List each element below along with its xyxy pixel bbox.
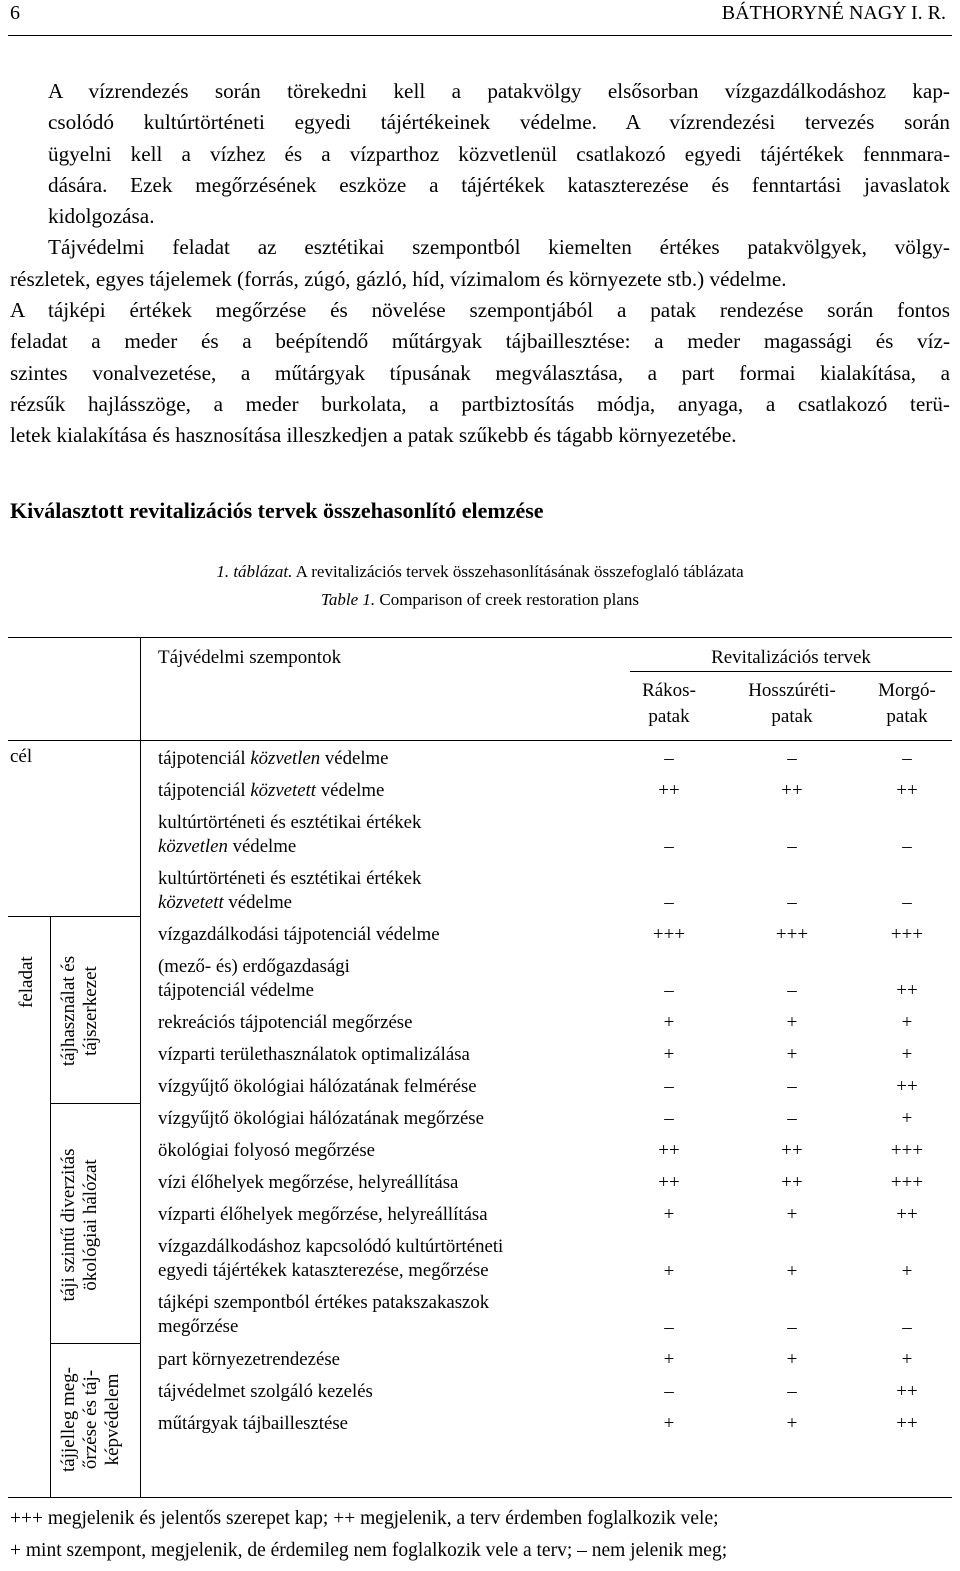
text-line: szintes vonalvezetése, a műtárgyak típusának megválasztása, a part formai kialakítása, a xyxy=(10,360,950,385)
cell-rakos: + xyxy=(663,1204,675,1225)
text-line: A tájképi értékek megőrzése és növelése szempontjából a patak rendezése során fontos xyxy=(10,298,950,323)
cell-hosszureti: – xyxy=(787,892,797,913)
plan-name-line: patak xyxy=(648,706,690,727)
cell-hosszureti: + xyxy=(786,1204,798,1225)
row-criterion: kultúrtörténeti és esztétikai értékek közvetlen védelme xyxy=(158,812,422,857)
cell-morgo: +++ xyxy=(890,1172,924,1193)
row-criterion: vízi élőhelyek megőrzése, helyreállítása xyxy=(158,1172,459,1193)
cell-rakos: – xyxy=(664,1076,674,1097)
cell-hosszureti: – xyxy=(787,1108,797,1129)
cell-rakos: + xyxy=(663,1261,675,1282)
cell-hosszureti: – xyxy=(787,748,797,769)
cell-rakos: – xyxy=(664,1108,674,1129)
cell-morgo: – xyxy=(902,748,912,769)
label-line: képvédelem xyxy=(102,1373,123,1466)
row-criterion: vízparti területhasználatok optimalizálása xyxy=(158,1044,470,1065)
subgroup-label-diverzitas xyxy=(58,1120,102,1330)
label-line: őrzése és táj- xyxy=(80,1369,101,1470)
plan-name-line: Rákos- xyxy=(642,680,696,701)
column-header-plans: Revitalizációs tervek xyxy=(711,647,871,668)
row-criterion: tájképi szempontból értékes patakszakaszok megőrzése xyxy=(158,1292,490,1337)
table-bottom-rule xyxy=(8,1497,952,1498)
text-line: kidolgozása. xyxy=(48,204,155,229)
label-line: tájhasználat és xyxy=(58,955,79,1067)
text-line: A vízrendezés során törekedni kell a patakvölgy elsősorban vízgazdálkodáshoz kap- xyxy=(48,79,950,103)
cell-hosszureti: + xyxy=(786,1012,798,1033)
row-criterion: vízgyűjtő ökológiai hálózatának felmérése xyxy=(158,1076,477,1097)
row-criterion: vízgyűjtő ökológiai hálózatának megőrzése xyxy=(158,1108,484,1129)
cell-rakos: + xyxy=(663,1349,675,1370)
cell-rakos: + xyxy=(663,1413,675,1434)
caption-label: Table 1. xyxy=(320,590,376,609)
subgroup-divider xyxy=(50,1103,140,1104)
text-line: feladat a meder és a beépítendő műtárgyak tájbaillesztése: a meder magassági és víz- xyxy=(10,329,950,354)
cell-morgo: + xyxy=(901,1044,913,1065)
cell-hosszureti: +++ xyxy=(775,924,809,945)
cell-hosszureti: ++ xyxy=(781,1172,803,1193)
cell-morgo: ++ xyxy=(896,1381,918,1402)
group-divider xyxy=(8,916,140,917)
text-line: dására. Ezek megőrzésének eszköze a tájértékek kataszterezése és fenntartási javaslatok xyxy=(48,172,950,197)
cell-hosszureti: – xyxy=(787,1076,797,1097)
subgroup-column-divider xyxy=(50,916,51,1497)
row-criterion: tájpotenciál közvetett védelme xyxy=(158,780,385,801)
table-legend-line: + mint szempont, megjelenik, de érdemileg nem foglalkozik vele a terv; – nem jelenik meg; xyxy=(10,1540,728,1561)
cell-hosszureti: ++ xyxy=(781,1140,803,1161)
cell-hosszureti: – xyxy=(787,980,797,1001)
paragraph-1 xyxy=(10,76,950,232)
caption-text: A revitalizációs tervek összehasonlításának összefoglaló táblázata xyxy=(292,562,744,581)
text-line: Tájvédelmi feladat az esztétikai szempontból kiemelten értékes patakvölgyek, völgy- xyxy=(48,235,950,260)
table-column-divider xyxy=(140,637,141,1497)
caption-label: 1. táblázat. xyxy=(216,562,293,581)
cell-morgo: – xyxy=(902,892,912,913)
cell-morgo: + xyxy=(901,1349,913,1370)
body-text xyxy=(10,76,950,452)
paragraph-3 xyxy=(10,295,950,451)
cell-morgo: +++ xyxy=(890,1140,924,1161)
cell-morgo: – xyxy=(902,836,912,857)
row-criterion: (mező- és) erdőgazdasági tájpotenciál védelme xyxy=(158,956,350,1001)
caption-text: Comparison of creek restoration plans xyxy=(375,590,640,609)
text-line: csolódó kultúrtörténeti egyedi tájértékeinek védelme. A vízrendezési tervezés során xyxy=(48,110,950,135)
group-label-cel: cél xyxy=(10,746,33,767)
cell-morgo: + xyxy=(901,1108,913,1129)
cell-hosszureti: + xyxy=(786,1044,798,1065)
cell-morgo: + xyxy=(901,1261,913,1282)
cell-rakos: – xyxy=(664,892,674,913)
text-line: ügyelni kell a vízhez és a vízparthoz közvetlenül csatlakozó egyedi tájértékek fennmara- xyxy=(48,141,950,166)
plan-name-line: Hosszúréti- xyxy=(748,680,836,701)
paragraph-2 xyxy=(10,232,950,295)
cell-hosszureti: – xyxy=(787,836,797,857)
cell-morgo: ++ xyxy=(896,980,918,1001)
cell-morgo: ++ xyxy=(896,1204,918,1225)
cell-hosszureti: – xyxy=(787,1381,797,1402)
cell-morgo: + xyxy=(901,1012,913,1033)
cell-rakos: ++ xyxy=(658,1140,680,1161)
cell-rakos: ++ xyxy=(658,780,680,801)
label-line: tájszerkezet xyxy=(80,966,101,1056)
label-line: táji szintű diverzitás xyxy=(58,1148,79,1302)
header-rule xyxy=(8,35,952,36)
cell-rakos: +++ xyxy=(652,924,686,945)
cell-rakos: – xyxy=(664,748,674,769)
cell-morgo: ++ xyxy=(896,1076,918,1097)
row-criterion: kultúrtörténeti és esztétikai értékek közvetett védelme xyxy=(158,868,422,913)
cell-rakos: – xyxy=(664,1317,674,1338)
cell-hosszureti: ++ xyxy=(781,780,803,801)
column-header-criteria: Tájvédelmi szempontok xyxy=(158,647,342,668)
row-criterion: vízparti élőhelyek megőrzése, helyreállítása xyxy=(158,1204,488,1225)
label-line: ökológiai hálózat xyxy=(80,1159,101,1291)
cell-morgo: +++ xyxy=(890,924,924,945)
row-criterion: part környezetrendezése xyxy=(158,1349,340,1370)
plans-header-rule xyxy=(630,671,952,672)
group-label-feladat: feladat xyxy=(16,956,37,1008)
row-criterion: vízgazdálkodási tájpotenciál védelme xyxy=(158,924,440,945)
text-line: részletek, egyes tájelemek (forrás, zúgó, gázló, híd, vízimalom és környezete stb.) védelme. xyxy=(10,266,787,291)
text-line: letek kialakítása és hasznosítása illeszkedjen a patak szűkebb és tágabb környezetébe. xyxy=(10,423,737,448)
cell-rakos: – xyxy=(664,1381,674,1402)
cell-morgo: ++ xyxy=(896,1413,918,1434)
plan-name-line: Morgó- xyxy=(878,680,936,701)
cell-morgo: ++ xyxy=(896,780,918,801)
table-caption-hu xyxy=(0,562,960,582)
table-legend-line: +++ megjelenik és jelentős szerepet kap; ++ megjelenik, a terv érdemben foglalkozik vele; xyxy=(10,1508,719,1529)
plan-header-hosszureti xyxy=(727,678,857,730)
row-criterion: tájpotenciál közvetlen védelme xyxy=(158,748,389,769)
cell-hosszureti: + xyxy=(786,1261,798,1282)
table-caption-en xyxy=(0,590,960,610)
cell-hosszureti: + xyxy=(786,1413,798,1434)
subgroup-label-tajjelleg xyxy=(58,1347,124,1492)
row-criterion: ökológiai folyosó megőrzése xyxy=(158,1140,375,1161)
running-head-author: BÁTHORYNÉ NAGY I. R. xyxy=(721,2,946,24)
plan-header-morgo xyxy=(862,678,952,730)
label-line: tájjelleg meg- xyxy=(58,1367,79,1472)
cell-rakos: + xyxy=(663,1044,675,1065)
plan-header-rakos xyxy=(624,678,714,730)
subgroup-label-tajhasznalat xyxy=(58,936,102,1086)
row-criterion: tájvédelmet szolgáló kezelés xyxy=(158,1381,373,1402)
section-title: Kiválasztott revitalizációs tervek összehasonlító elemzése xyxy=(10,498,544,523)
cell-rakos: ++ xyxy=(658,1172,680,1193)
cell-hosszureti: – xyxy=(787,1317,797,1338)
row-criterion: műtárgyak tájbaillesztése xyxy=(158,1413,349,1434)
cell-hosszureti: + xyxy=(786,1349,798,1370)
row-criterion: vízgazdálkodáshoz kapcsolódó kultúrtörténeti egyedi tájértékek kataszterezése, megőrzése xyxy=(158,1236,504,1281)
table-header-rule xyxy=(8,740,952,741)
cell-rakos: – xyxy=(664,836,674,857)
subgroup-divider xyxy=(50,1343,140,1344)
text-line: rézsűk hajlásszöge, a meder burkolata, a partbiztosítás módja, anyaga, a csatlakozó terü- xyxy=(10,391,950,416)
plan-name-line: patak xyxy=(886,706,928,727)
page-number: 6 xyxy=(10,2,20,24)
row-criterion: rekreációs tájpotenciál megőrzése xyxy=(158,1012,413,1033)
plan-name-line: patak xyxy=(771,706,813,727)
cell-rakos: + xyxy=(663,1012,675,1033)
cell-rakos: – xyxy=(664,980,674,1001)
cell-morgo: – xyxy=(902,1317,912,1338)
table-top-rule xyxy=(8,637,952,638)
